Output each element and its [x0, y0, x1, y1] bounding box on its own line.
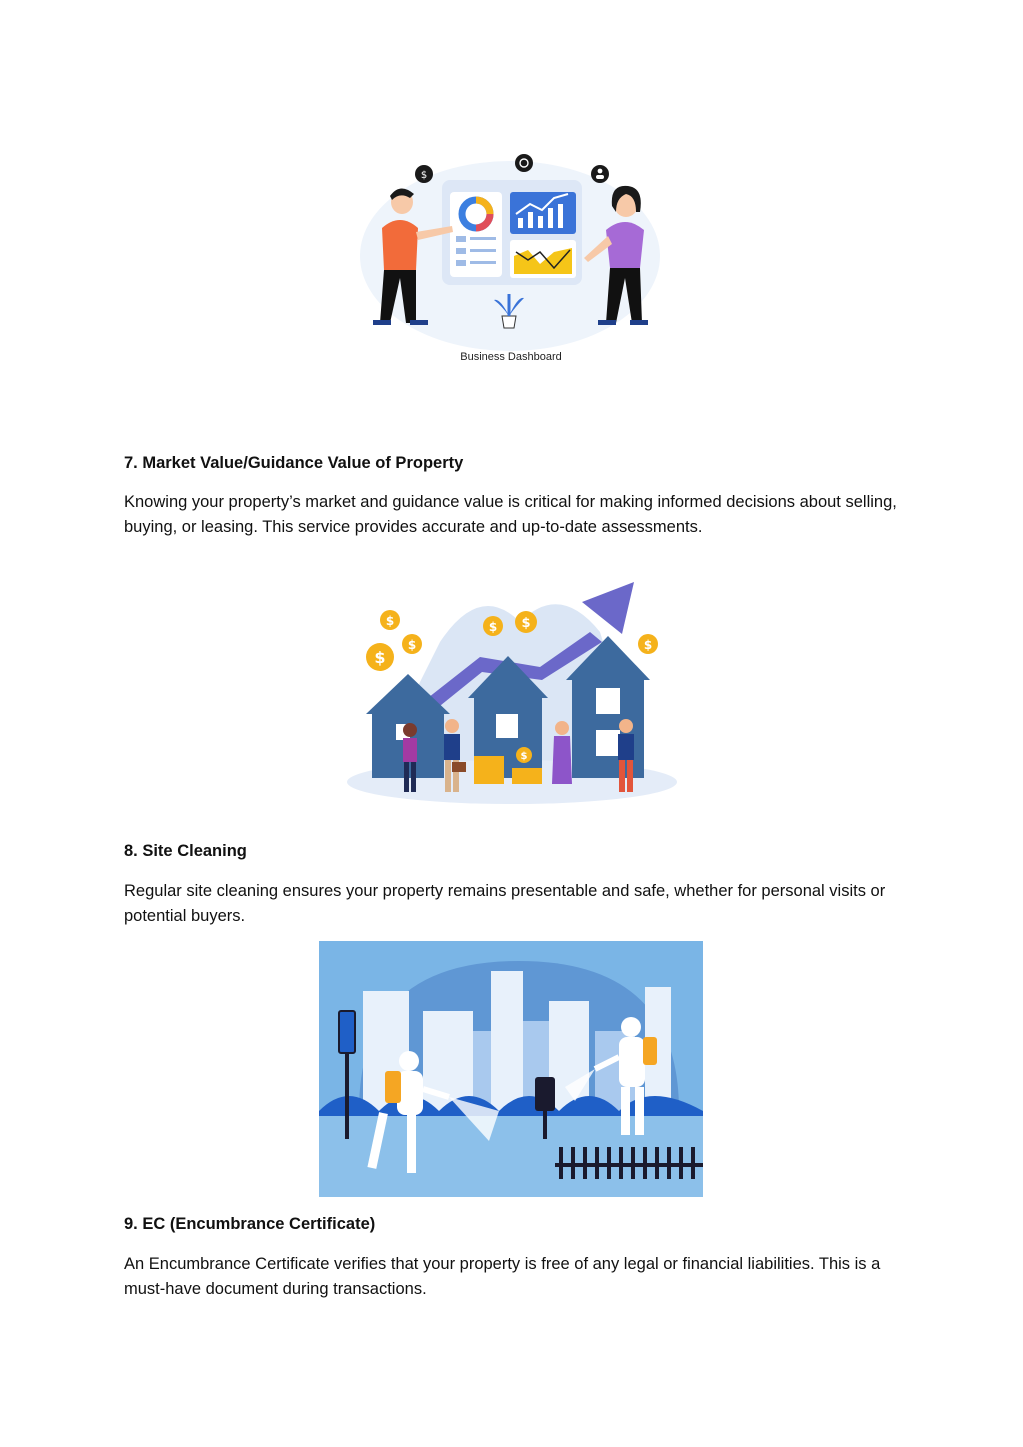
svg-text:$: $ [385, 614, 395, 628]
svg-text:$: $ [643, 638, 653, 652]
section-body-site-cleaning: Regular site cleaning ensures your property remains presentable and safe, whether for personal visits or potential buyers. [124, 882, 886, 925]
section-body-encumbrance-certificate: An Encumbrance Certificate verifies that your property is free of any legal or financial liabilities. This is a must-have document during transactions. [124, 1255, 881, 1298]
section-heading-market-value: 7. Market Value/Guidance Value of Property [124, 454, 464, 472]
business-dashboard-illustration [340, 148, 680, 373]
section-body-market-value: Knowing your property’s market and guidance value is critical for making informed decisions about selling, buying, or leasing. This service provides accurate and up-to-date assessments. [124, 493, 897, 536]
user-bubble-icon [591, 165, 609, 183]
svg-text:$: $ [520, 751, 528, 762]
section-heading-site-cleaning: 8. Site Cleaning [124, 842, 247, 860]
svg-text:$: $ [420, 170, 428, 181]
globe-bubble-icon [515, 154, 533, 172]
svg-text:$: $ [488, 620, 498, 634]
svg-text:$: $ [407, 638, 417, 652]
section-heading-encumbrance-certificate: 9. EC (Encumbrance Certificate) [124, 1215, 376, 1233]
svg-text:$: $ [521, 616, 531, 631]
bar-chart-icon [510, 192, 576, 234]
svg-text:$: $ [374, 648, 386, 667]
site-cleaning-illustration [319, 941, 703, 1197]
dollar-bubble-icon [415, 165, 433, 183]
market-value-illustration [340, 562, 685, 817]
dashboard-caption: Business Dashboard [460, 351, 562, 363]
line-chart-icon [510, 240, 576, 278]
